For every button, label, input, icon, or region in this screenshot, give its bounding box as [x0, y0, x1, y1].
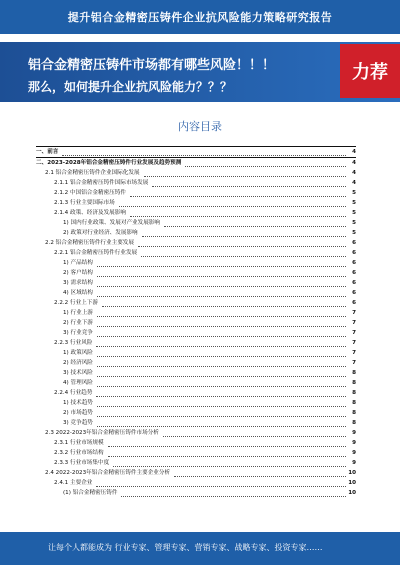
toc-leader-dots [97, 260, 346, 267]
toc-entry[interactable] [36, 458, 356, 468]
toc-leader-dots [96, 390, 346, 397]
toc-entry-text: 2.2.2 行业上下游 [54, 300, 98, 306]
toc-entry[interactable] [36, 318, 356, 328]
toc-entry-text: 2.2.3 行业风险 [54, 340, 93, 346]
toc-entry-text: 2) 经济风险 [63, 360, 93, 366]
toc-entry-text: 2.4.1 主要企业 [54, 480, 93, 486]
toc-leader-dots [130, 190, 346, 197]
toc-page-number: 9 [352, 460, 356, 466]
toc-leader-dots [152, 180, 346, 187]
toc-entry[interactable] [36, 208, 356, 218]
toc-heading: 内容目录 [178, 120, 222, 133]
toc-leader-dots [97, 280, 346, 287]
toc-leader-dots [164, 220, 346, 227]
toc-entry[interactable] [36, 478, 356, 488]
toc-page-number: 8 [352, 410, 356, 416]
toc-entry-text: 3) 需求结构 [63, 280, 93, 286]
toc-entry-text: 2.3.2 行业市场结构 [54, 450, 104, 456]
toc-leader-dots [108, 440, 346, 447]
toc-entry[interactable] [36, 338, 356, 348]
toc-entry-text: 2) 客户结构 [63, 270, 93, 276]
toc-entry[interactable] [36, 146, 356, 157]
toc-entry-text: 2.1.2 中国铝合金精密压铸件 [54, 190, 126, 196]
toc-entry[interactable] [36, 368, 356, 378]
toc-entry[interactable] [36, 188, 356, 198]
toc-page-number: 7 [352, 310, 356, 316]
toc-entry-text: 4) 管理风险 [63, 380, 93, 386]
toc-page-number: 10 [348, 470, 356, 476]
footer-slogan: 让每个人都能成为 行业专家、管理专家、营销专家、战略专家、投资专家…… [48, 543, 323, 552]
toc-entry-text: 1) 技术趋势 [63, 400, 93, 406]
toc-leader-dots [97, 290, 346, 297]
toc-entry-text: 2.2.4 行业趋势 [54, 390, 93, 396]
toc-page-number: 5 [352, 210, 356, 216]
toc-entry-text: 2.1.4 政策、经济及发展影响 [54, 210, 126, 216]
toc-entry-text: 2.2 铝合金精密压铸件行业主要发展 [45, 240, 134, 246]
toc-leader-dots [185, 160, 346, 167]
toc-leader-dots [97, 270, 346, 277]
toc-page-number: 7 [352, 340, 356, 346]
toc-leader-dots [97, 380, 346, 387]
toc-leader-dots [113, 460, 346, 467]
toc-leader-dots [97, 400, 346, 407]
toc-page-number: 7 [352, 350, 356, 356]
toc-leader-dots [119, 200, 346, 207]
toc-entry-text: 2.1 铝合金精密压铸件企业国际化发展 [45, 170, 140, 176]
toc-page-number: 6 [352, 260, 356, 266]
toc-leader-dots [97, 410, 346, 417]
toc-page-number: 8 [352, 420, 356, 426]
toc-page-number: 6 [352, 250, 356, 256]
toc-leader-dots [97, 320, 346, 327]
toc-page-number: 4 [352, 180, 356, 186]
toc-entry[interactable] [36, 218, 356, 228]
toc-entry[interactable] [36, 157, 356, 168]
toc-page-number: 5 [352, 190, 356, 196]
top-banner [0, 0, 400, 34]
hero-line-1: 铝合金精密压铸件市场都有哪些风险！！！ [28, 58, 276, 73]
toc-entry[interactable] [36, 408, 356, 418]
toc-page-number: 4 [352, 149, 356, 155]
toc-leader-dots [97, 310, 346, 317]
toc-page-number: 9 [352, 440, 356, 446]
toc-entry-text: 3) 行业竞争 [63, 330, 93, 336]
table-of-contents [36, 146, 356, 498]
toc-entry[interactable] [36, 488, 356, 498]
toc-page-number: 4 [352, 160, 356, 166]
toc-leader-dots [97, 420, 346, 427]
toc-entry[interactable] [36, 308, 356, 318]
toc-page-number: 6 [352, 300, 356, 306]
toc-entry[interactable] [36, 168, 356, 178]
footer-banner [0, 532, 400, 565]
toc-page-number: 4 [352, 170, 356, 176]
toc-entry-text: 二、2023-2028年铝合金精密压铸件行业发展及趋势预测 [36, 160, 182, 166]
toc-entry-text: 1) 政策风险 [63, 350, 93, 356]
toc-leader-dots [141, 250, 346, 257]
toc-entry-text: 1) 国内行业政策、发展对产业发展影响 [63, 220, 161, 226]
toc-page-number: 9 [352, 450, 356, 456]
toc-leader-dots [138, 240, 346, 247]
toc-page-number: 6 [352, 270, 356, 276]
toc-entry[interactable] [36, 228, 356, 238]
toc-leader-dots [97, 370, 346, 377]
toc-entry[interactable] [36, 288, 356, 298]
brand-badge: 力荐 [340, 44, 400, 98]
toc-entry[interactable] [36, 358, 356, 368]
toc-leader-dots [108, 450, 346, 457]
toc-page-number: 7 [352, 360, 356, 366]
toc-leader-dots [102, 300, 346, 307]
toc-entry[interactable] [36, 448, 356, 458]
toc-leader-dots [97, 330, 346, 337]
toc-page-number: 6 [352, 240, 356, 246]
toc-entry[interactable] [36, 388, 356, 398]
toc-entry[interactable] [36, 328, 356, 338]
toc-entry-text: 1) 行业上游 [63, 310, 93, 316]
toc-entry[interactable] [36, 258, 356, 268]
toc-entry-text: 2.2.1 铝合金精密压铸件行业发展 [54, 250, 138, 256]
toc-page-number: 10 [348, 490, 356, 496]
toc-leader-dots [144, 170, 346, 177]
toc-entry-text: 1) 产品结构 [63, 260, 93, 266]
toc-entry[interactable] [36, 248, 356, 258]
toc-entry[interactable] [36, 428, 356, 438]
toc-entry[interactable] [36, 398, 356, 408]
toc-leader-dots [163, 430, 346, 437]
toc-page-number: 5 [352, 200, 356, 206]
report-title: 提升铝合金精密压铸件企业抗风险能力策略研究报告 [67, 11, 333, 24]
toc-entry-text: 一、前言 [36, 149, 59, 155]
toc-entry-text: 3) 竞争趋势 [63, 420, 93, 426]
toc-leader-dots [97, 350, 346, 357]
toc-page-number: 5 [352, 230, 356, 236]
toc-entry-text: 2.4 2022-2023年铝合金精密压铸件主要企业分析 [45, 470, 171, 476]
toc-page-number: 7 [352, 330, 356, 336]
toc-entry-text: 2.3.1 行业市场规模 [54, 440, 104, 446]
toc-entry-text: 2.3 2022-2023年铝合金精密压铸件市场分析 [45, 430, 159, 436]
toc-leader-dots [97, 360, 346, 367]
toc-leader-dots [130, 210, 346, 217]
toc-entry[interactable] [36, 198, 356, 208]
toc-leader-dots [121, 490, 346, 497]
toc-entry-text: 2.1.3 行业主要国际市场 [54, 200, 115, 206]
toc-entry-text: 2) 政策对行业经济、发展影响 [63, 230, 138, 236]
toc-page-number: 10 [348, 480, 356, 486]
toc-entry-text: 2) 行业下游 [63, 320, 93, 326]
toc-page-number: 8 [352, 380, 356, 386]
toc-entry[interactable] [36, 178, 356, 188]
toc-entry[interactable] [36, 468, 356, 478]
toc-leader-dots [174, 470, 346, 477]
toc-page-number: 6 [352, 290, 356, 296]
toc-entry-text: 3) 技术风险 [63, 370, 93, 376]
toc-page-number: 6 [352, 280, 356, 286]
toc-leader-dots [62, 149, 346, 156]
toc-entry[interactable] [36, 238, 356, 248]
toc-page-number: 5 [352, 220, 356, 226]
toc-entry[interactable] [36, 278, 356, 288]
toc-entry[interactable] [36, 418, 356, 428]
toc-page-number: 7 [352, 320, 356, 326]
toc-page-number: 8 [352, 400, 356, 406]
toc-entry[interactable] [36, 298, 356, 308]
toc-entry-text: 2.1.1 铝合金精密压铸件国际市场发展 [54, 180, 149, 186]
toc-leader-dots [142, 230, 346, 237]
toc-leader-dots [96, 480, 346, 487]
toc-entry[interactable] [36, 348, 356, 358]
toc-entry-text: 2.3.3 行业市场集中度 [54, 460, 110, 466]
hero-line-2: 那么，如何提升企业抗风险能力？？？ [28, 80, 233, 94]
toc-page-number: 9 [352, 430, 356, 436]
toc-entry-text: 4) 区域结构 [63, 290, 93, 296]
toc-leader-dots [96, 340, 346, 347]
toc-entry-text: 2) 市场趋势 [63, 410, 93, 416]
toc-entry[interactable] [36, 438, 356, 448]
toc-page-number: 8 [352, 370, 356, 376]
toc-entry[interactable] [36, 268, 356, 278]
toc-entry[interactable] [36, 378, 356, 388]
toc-page-number: 8 [352, 390, 356, 396]
toc-entry-text: (1) 铝合金精密压铸件 [63, 490, 118, 496]
